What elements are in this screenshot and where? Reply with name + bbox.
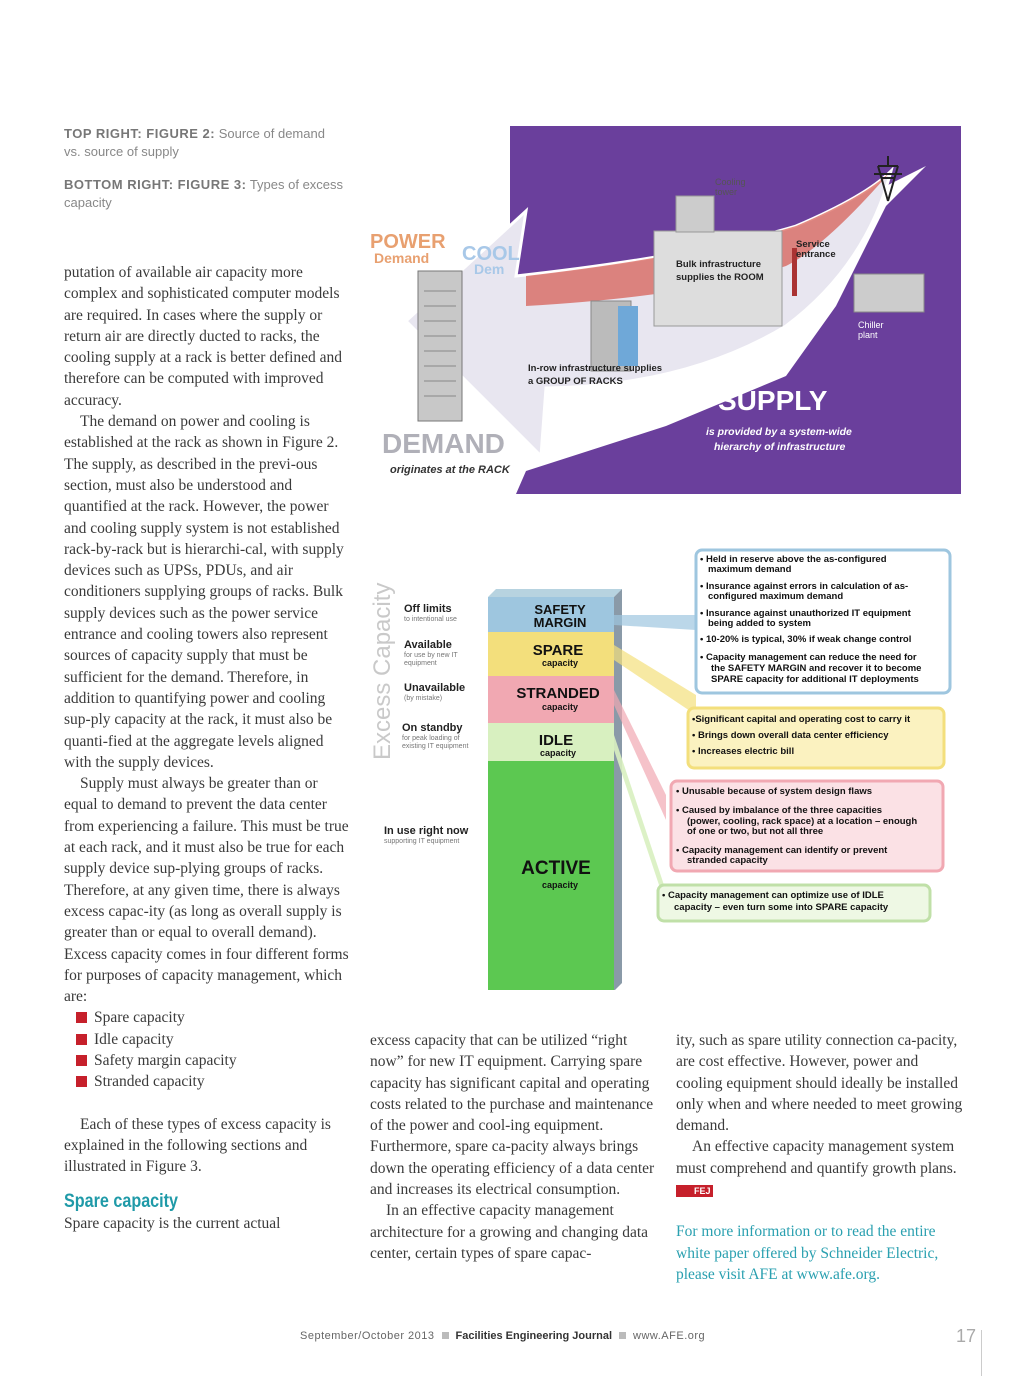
- idle-sub: capacity: [539, 748, 577, 758]
- label-unavailable-sub: (by mistake): [404, 695, 443, 702]
- active-label: ACTIVE: [521, 858, 591, 879]
- supply-label: SUPPLY: [718, 385, 828, 416]
- figure-3-caption: [64, 176, 344, 212]
- label-unavailable: Unavailable: [404, 682, 466, 694]
- spare-sub: capacity: [541, 658, 579, 668]
- box-line: • Capacity management can optimize use of IDLE: [662, 890, 884, 901]
- paragraph: putation of available air capacity more complex and sophisticated computer models are required. In cases where the supply or return air are directly ducted to racks, the cooling supply at a rack is better defined and therefore can be computed with improved accuracy.: [64, 264, 343, 409]
- stranded-label: STRANDED: [516, 685, 600, 702]
- idle-label: IDLE: [538, 732, 574, 749]
- article-column-3: [676, 1030, 966, 1285]
- supply-sub-2: hierarchy of infrastructure: [714, 441, 846, 453]
- list-item: Safety margin capacity: [76, 1050, 354, 1071]
- inrow-label-2: a GROUP OF RACKS: [528, 376, 623, 387]
- journal-url[interactable]: www.AFE.org: [633, 1330, 706, 1342]
- section-heading: Spare capacity: [64, 1191, 179, 1213]
- journal-name: Facilities Engineering Journal: [455, 1330, 613, 1342]
- label-available-sub: for use by new IT: [404, 652, 458, 659]
- box-line: stranded capacity: [687, 855, 768, 866]
- paragraph: ity, such as spare utility connection ca-pacity, are cost effective. However, power and cooling equipment should ideally be installed only when and where needed to meet growing demand.: [676, 1032, 963, 1135]
- excess-capacity-vertical-title: Excess Capacity: [369, 582, 396, 760]
- box-line: • Brings down overall data center efficiency: [692, 730, 889, 741]
- label-on-standby-sub: for peak loading of: [402, 735, 460, 742]
- stranded-sub: capacity: [541, 702, 579, 712]
- supply-sub: is provided by a system-wide: [706, 426, 852, 438]
- caption-text: Types of excess capacity: [64, 177, 344, 210]
- list-item: Idle capacity: [76, 1029, 354, 1050]
- paragraph: [676, 1136, 966, 1200]
- paragraph: In an effective capacity management architecture for a growing and changing data center, certain types of spare capac-: [370, 1202, 649, 1262]
- box-line: (power, cooling, rack space) at a location – enough: [687, 816, 918, 827]
- box-line: • Insurance against errors in calculation of as-: [700, 581, 909, 592]
- box-line: being added to system: [708, 618, 811, 629]
- box-line: maximum demand: [708, 564, 792, 575]
- label-available-sub-2: equipment: [404, 660, 437, 667]
- label-on-standby-sub-2: existing IT equipment: [402, 743, 469, 750]
- box-line: configured maximum demand: [708, 591, 844, 602]
- bulk-label-2: supplies the ROOM: [676, 272, 764, 283]
- page-footer: [300, 1330, 705, 1342]
- cooling-tower-label: Cooling: [715, 177, 746, 187]
- active-sub: capacity: [541, 880, 579, 890]
- inrow-label: In-row infrastructure supplies: [528, 363, 663, 374]
- box-line: • Capacity management can reduce the need for: [700, 652, 917, 663]
- chiller-plant-icon: [854, 274, 924, 312]
- spare-label: SPARE: [532, 642, 584, 659]
- caption-label: BOTTOM RIGHT: FIGURE 3:: [64, 177, 247, 192]
- rack-cooling-icon: [618, 306, 638, 366]
- cooling-tower-label-2: tower: [715, 187, 738, 197]
- cool-demand-sub: Dem: [474, 261, 505, 277]
- paragraph: The demand on power and cooling is established at the rack as shown in Figure 2. The supply, as described in the previ-ous section, must also be understood and quantified at the rack. However, the power and cooling supply system is not established rack-by-rack but is hierarchi-cal, with supply devices such as UPSs, PDUs, and air conditioners supplying groups of racks. Bulk supply devices such as the power service entrance and cooling towers also represent sources of capacity supply that must be sufficient for the demand. Therefore, in addition to quantifying power and cooling sup-ply capacity at the rack, it must also be quanti-fied at the aggregate levels aligned with the supply devices.: [64, 413, 344, 771]
- label-off-limits-sub: to intentional use: [404, 616, 457, 623]
- box-line: SPARE capacity for additional IT deployments: [711, 674, 919, 685]
- box-line: capacity – even turn some into SPARE capacity: [674, 902, 889, 913]
- figure-2-caption: [64, 125, 344, 161]
- box-line: • Capacity management can identify or prevent: [676, 845, 888, 856]
- box-line: • 10-20% is typical, 30% if weak change control: [700, 634, 912, 645]
- box-line: • Insurance against unauthorized IT equipment: [700, 608, 911, 619]
- bulk-label: Bulk infrastructure: [676, 259, 761, 270]
- cooling-tower-icon: [676, 196, 714, 232]
- figure-3-excess-capacity: [366, 545, 961, 990]
- label-off-limits: Off limits: [404, 603, 452, 615]
- safety-margin-label-2: MARGIN: [533, 615, 587, 630]
- fej-badge: FEJ: [676, 1185, 713, 1197]
- service-entrance-label-2: entrance: [796, 249, 836, 260]
- caption-label: TOP RIGHT: FIGURE 2:: [64, 126, 216, 141]
- server-rack-icon: [418, 271, 462, 421]
- page-number: 17: [956, 1326, 977, 1346]
- figure-2-supply-demand: [366, 126, 961, 494]
- issue-date: September/October 2013: [300, 1330, 435, 1342]
- caption-text: Source of demand vs. source of supply: [64, 126, 325, 159]
- list-item: Spare capacity: [76, 1007, 354, 1028]
- page-divider: [981, 1330, 982, 1376]
- article-column-1: [64, 262, 354, 1234]
- label-available: Available: [404, 639, 452, 651]
- label-on-standby: On standby: [402, 722, 463, 734]
- demand-sub: originates at the RACK: [390, 464, 510, 476]
- demand-label: DEMAND: [382, 428, 505, 459]
- box-line: • Caused by imbalance of the three capacities: [676, 805, 883, 816]
- box-line: •Significant capital and operating cost to carry it: [692, 714, 911, 725]
- list-item: Stranded capacity: [76, 1071, 354, 1092]
- box-line: the SAFETY MARGIN and recover it to become: [711, 663, 922, 674]
- left-labels: [384, 603, 469, 845]
- paragraph: Each of these types of excess capacity is explained in the following sections and illustrated in Figure 3.: [64, 1115, 331, 1176]
- paragraph: excess capacity that can be utilized “right now” for new IT equipment. Carrying spare capacity has significant capital and operating costs related to the purchase and maintenance of the power and cool-ing equipment. Furthermore, spare ca-pacity always brings down the operating efficiency of a data center and increases its electrical consumption.: [370, 1032, 655, 1199]
- power-demand-sub: Demand: [374, 250, 430, 266]
- article-column-2: [370, 1030, 660, 1264]
- chiller-label-2: plant: [858, 330, 878, 340]
- more-info-link[interactable]: For more information or to read the entire white paper offered by Schneider Electric, please visit AFE at www.afe.org.: [676, 1223, 939, 1283]
- paragraph-text: An effective capacity management system must comprehend and quantify growth plans.: [676, 1138, 957, 1177]
- chiller-label: Chiller: [858, 320, 884, 330]
- box-line: • Held in reserve above the as-configured: [700, 554, 887, 565]
- box-line: of one or two, but not all three: [687, 826, 824, 837]
- box-line: • Increases electric bill: [692, 746, 795, 757]
- service-entrance-label: Service: [796, 239, 830, 250]
- box-line: • Unusable because of system design flaws: [676, 786, 873, 797]
- label-in-use: In use right now: [384, 825, 469, 837]
- power-demand-label: POWER: [370, 231, 446, 253]
- paragraph: Supply must always be greater than or equal to demand to prevent the data center from experiencing a failure. This must be true at each rack, and it must also be true for each supply device sup-plying groups of racks. Therefore, at any given time, there is always excess capac-ity (as long as overall supply is greater than or equal to overall demand). Excess capacity comes in four different forms for purposes of capacity management, which are:: [64, 775, 349, 1006]
- label-in-use-sub: supporting IT equipment: [384, 838, 460, 845]
- capacity-types-list: [64, 1007, 354, 1092]
- safety-margin-label: SAFETY: [534, 602, 586, 617]
- cool-demand-label: COOL: [462, 243, 520, 265]
- paragraph: Spare capacity is the current actual: [64, 1214, 281, 1232]
